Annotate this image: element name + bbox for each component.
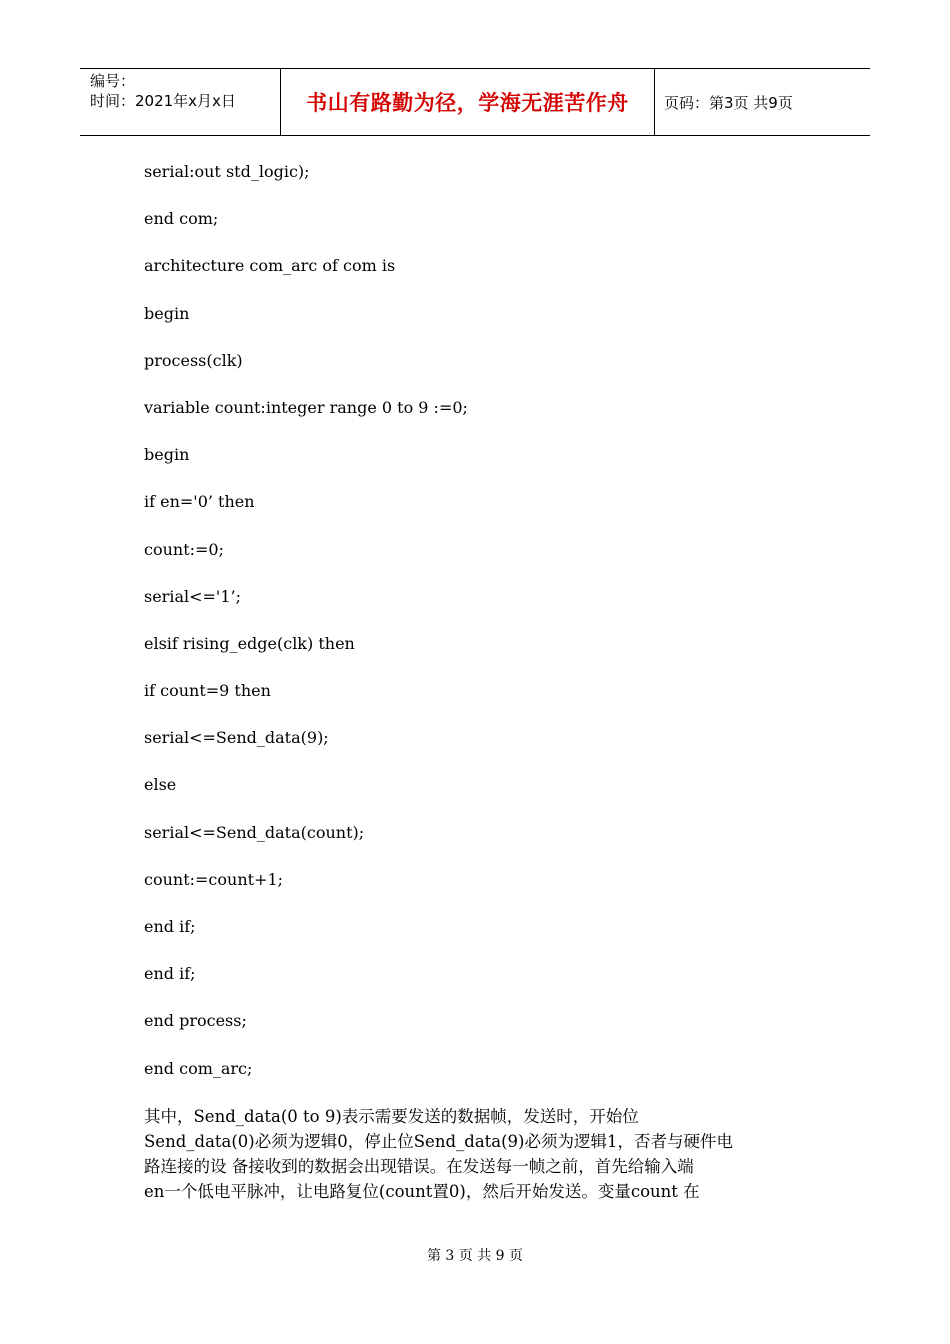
code-line: serial<=Send_data(count); — [144, 822, 365, 842]
code-line: count:=count+1; — [144, 869, 284, 889]
code-line: process(clk) — [144, 350, 243, 370]
code-line: end if; — [144, 964, 196, 984]
header-motto: 书山有路勤为径，学海无涯苦作舟 — [281, 69, 655, 135]
code-line: if en='0’ then — [144, 492, 255, 512]
code-line: serial<='1’; — [144, 586, 241, 606]
code-line: elsif rising_edge(clk) then — [144, 633, 355, 653]
code-block — [144, 159, 824, 1103]
page-footer: 第 3 页 共 9 页 — [426, 1248, 524, 1264]
code-line: end if; — [144, 917, 196, 936]
paragraph-line: en一个低电平脉冲，让电路复位(count置0)，然后开始发送。变量count 在 — [144, 1182, 700, 1201]
header-info-cell — [80, 69, 281, 135]
explanation-paragraph — [144, 1104, 816, 1204]
header-page-info: 页码：第3页 共9页 — [664, 93, 793, 112]
code-line: end com_arc; — [144, 1058, 253, 1078]
code-line: variable count:integer range 0 to 9 :=0; — [144, 397, 468, 417]
code-line: count:=0; — [144, 539, 224, 559]
code-line: serial:out std_logic); — [144, 162, 310, 181]
code-line: if count=9 then — [144, 681, 271, 701]
header-number-label: 编号： — [90, 72, 136, 90]
paragraph-line: Send_data(0)必须为逻辑0，停止位Send_data(9)必须为逻辑1，否者与硬件电 — [144, 1132, 733, 1151]
code-line: begin — [144, 303, 190, 323]
code-line: end process; — [144, 1011, 247, 1031]
code-line: serial<=Send_data(9); — [144, 728, 329, 748]
code-line: begin — [144, 445, 190, 465]
header-time-label: 时间：2021年x月x日 — [90, 92, 236, 110]
paragraph-line: 其中，Send_data(0 to 9)表示需要发送的数据帧，发送时，开始位 — [144, 1107, 639, 1126]
page-header — [80, 68, 870, 136]
code-line: else — [144, 775, 177, 795]
code-line: end com; — [144, 209, 219, 229]
paragraph-line: 路连接的设 备接收到的数据会出现错误。在发送每一帧之前，首先给输入端 — [144, 1157, 694, 1176]
code-line: architecture com_arc of com is — [144, 256, 396, 276]
